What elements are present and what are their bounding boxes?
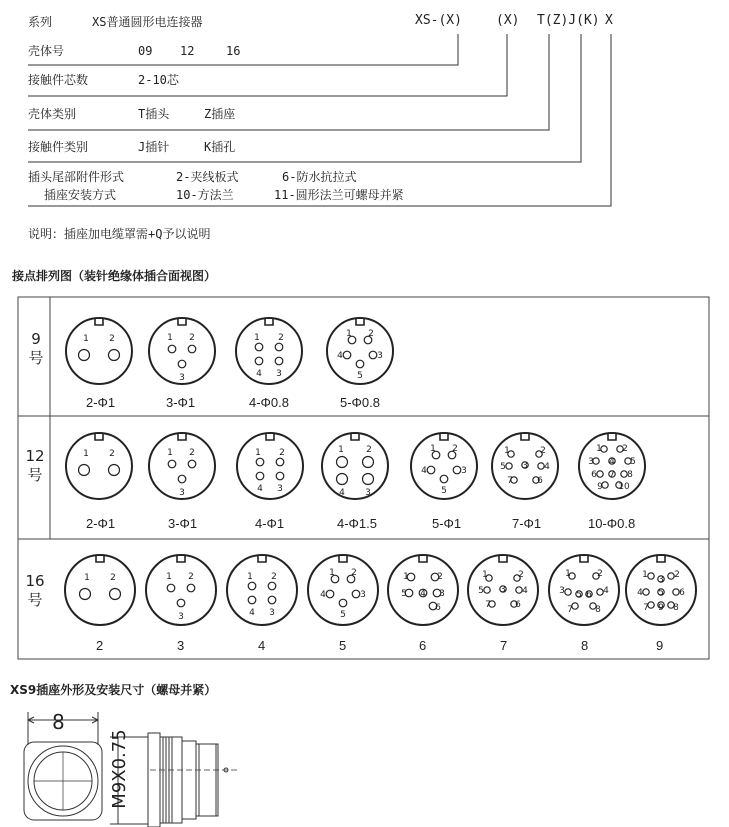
pin-number: 6 <box>537 476 543 486</box>
pin-number: 2 <box>368 329 374 339</box>
contact-pin <box>177 599 185 607</box>
keyway-notch <box>356 319 364 325</box>
keyway-notch <box>258 556 266 562</box>
code-label-shell: 壳体类别 <box>28 107 77 121</box>
caption-12-5: 5-Φ1 <box>432 516 462 531</box>
keyway-notch <box>96 556 104 562</box>
contact-pin <box>352 590 360 598</box>
pin-number: 4 <box>420 589 426 599</box>
pin-number: 3 <box>461 466 467 476</box>
connector-shell <box>322 433 388 499</box>
connector-face <box>237 433 303 499</box>
pin-number: 3 <box>658 575 664 585</box>
pin-number: 1 <box>430 444 436 454</box>
contact-pin <box>188 460 196 468</box>
contact-pin <box>188 345 196 353</box>
connector-shell <box>66 433 132 499</box>
model-part-series: XS-(X) <box>415 13 462 28</box>
pin-number: 4 <box>249 608 255 618</box>
contact-pin <box>109 465 120 476</box>
connector-face <box>227 555 297 625</box>
pin-number: 6 <box>435 603 441 613</box>
pin-number: 2 <box>189 448 195 458</box>
contact-pin <box>337 474 348 485</box>
keyway-notch <box>178 434 186 440</box>
keyway-notch <box>178 319 186 325</box>
pin-number: 1 <box>504 446 510 456</box>
contact-pin <box>109 350 120 361</box>
contact-pin <box>168 345 176 353</box>
dim-width-text: 8 <box>52 710 65 734</box>
connector-shell <box>236 318 302 384</box>
caption-16-4: 4 <box>258 638 266 653</box>
code-value-contact-j: J插针 <box>138 140 170 154</box>
pin-number: 3 <box>269 608 275 618</box>
code-value-mount-10: 10-方法兰 <box>176 188 234 202</box>
pin-number: 2 <box>452 444 458 454</box>
pin-number: 1 <box>167 448 173 458</box>
code-label-series: 系列 <box>28 15 53 29</box>
connector-face <box>549 555 619 625</box>
keyway-notch <box>265 319 273 325</box>
pin-number: 7 <box>507 476 513 486</box>
contact-pin <box>275 357 283 365</box>
pin-number: 2 <box>351 568 357 578</box>
model-part-size: (X) <box>496 13 520 28</box>
keyway-notch <box>339 556 347 562</box>
pin-number: 3 <box>360 590 366 600</box>
connector-face <box>308 555 378 625</box>
pin-number: 3 <box>365 488 371 498</box>
pin-number: 3 <box>500 585 506 595</box>
contact-pin <box>248 596 256 604</box>
keyway-notch <box>177 556 185 562</box>
caption-16-6: 6 <box>419 638 427 653</box>
pin-number: 1 <box>338 445 344 455</box>
pin-number: 5 <box>357 371 363 381</box>
caption-16-9: 9 <box>656 638 664 653</box>
pin-number: 5 <box>441 486 447 496</box>
connector-face <box>66 318 132 384</box>
code-label-size: 壳体号 <box>28 44 65 58</box>
caption-16-7: 7 <box>500 638 508 653</box>
drawing-title: XS9插座外形及安装尺寸（螺母并紧） <box>10 683 217 697</box>
contact-pin <box>256 458 264 466</box>
code-value-shell-t: T插头 <box>138 107 170 121</box>
connector-face <box>65 555 135 625</box>
contact-pin <box>168 460 176 468</box>
connector-shell <box>65 555 135 625</box>
contact-pin <box>343 351 351 359</box>
pin-section-title: 接点排列图（装针绝缘体插合面视图） <box>12 269 217 283</box>
pin-number: 8 <box>595 605 601 615</box>
connector-face <box>236 318 302 384</box>
row-label-9-text: 9号 <box>28 330 44 367</box>
keyway-notch <box>440 434 448 440</box>
keyway-notch <box>351 434 359 440</box>
pin-number: 5 <box>401 589 407 599</box>
pin-number: 5 <box>576 590 582 600</box>
code-value-size-09: 09 <box>138 44 153 58</box>
keyway-notch <box>580 556 588 562</box>
caption-12-4: 4-Φ1 <box>255 516 285 531</box>
code-label-contacts: 接触件芯数 <box>28 73 89 87</box>
caption-12-10: 10-Φ0.8 <box>588 516 636 531</box>
pin-number: 3 <box>559 586 565 596</box>
contact-pin <box>187 584 195 592</box>
row-label-16-text: 16号 <box>25 572 45 609</box>
contact-pin <box>178 360 186 368</box>
contact-pin <box>275 343 283 351</box>
code-label-mount: 插座安装方式 <box>44 188 117 202</box>
caption-9-3: 3-Φ1 <box>166 395 196 410</box>
caption-16-2: 2 <box>96 638 104 653</box>
pin-number: 1 <box>166 572 172 582</box>
keyway-notch <box>608 434 616 440</box>
pin-number: 1 <box>167 333 173 343</box>
connector-face <box>579 433 645 499</box>
connector-shell <box>237 433 303 499</box>
pin-number: 1 <box>247 572 253 582</box>
caption-16-3: 3 <box>177 638 185 653</box>
keyway-notch <box>95 434 103 440</box>
connector-face <box>322 433 388 499</box>
contact-pin <box>268 596 276 604</box>
pin-number: 6 <box>515 600 521 610</box>
connector-face <box>492 433 558 499</box>
connector-shell <box>227 555 297 625</box>
pin-number: 2 <box>271 572 277 582</box>
contact-pin <box>648 573 654 579</box>
pin-number: 1 <box>84 573 90 583</box>
pin-number: 2 <box>674 570 680 580</box>
pin-number: 7 <box>485 600 491 610</box>
pin-number: 4 <box>421 466 427 476</box>
pin-number: 1 <box>329 568 335 578</box>
pin-number: 5 <box>478 586 484 596</box>
contact-pin <box>597 471 603 477</box>
connector-face <box>149 318 215 384</box>
contact-pin <box>276 458 284 466</box>
contact-pin <box>276 472 284 480</box>
code-label-tail: 插头尾部附件形式 <box>28 170 125 184</box>
keyway-notch <box>419 556 427 562</box>
code-value-tail-6: 6-防水抗拉式 <box>282 170 357 184</box>
pin-number: 2 <box>622 444 628 454</box>
pin-number: 1 <box>596 444 602 454</box>
pin-number: 4 <box>603 586 609 596</box>
dim-thread-text: M9X0.75 <box>109 729 130 809</box>
pin-number: 2 <box>189 333 195 343</box>
keyway-notch <box>521 434 529 440</box>
pin-number: 4 <box>257 484 263 494</box>
contact-pin <box>255 357 263 365</box>
contact-pin <box>453 466 461 474</box>
pin-number: 2 <box>188 572 194 582</box>
pin-number: 5 <box>630 457 636 467</box>
pin-number: 5 <box>658 588 664 598</box>
contact-pin <box>248 582 256 590</box>
contact-pin <box>110 589 121 600</box>
pin-number: 6 <box>591 470 597 480</box>
pin-number: 4 <box>637 588 643 598</box>
pin-number: 3 <box>377 351 383 361</box>
pin-number: 3 <box>179 488 185 498</box>
contact-pin <box>506 463 512 469</box>
pin-number: 2 <box>110 573 116 583</box>
code-value-size-16: 16 <box>226 44 241 58</box>
contact-pin <box>427 466 435 474</box>
pin-number: 2 <box>109 334 115 344</box>
contact-pin <box>363 474 374 485</box>
pin-number: 3 <box>276 369 282 379</box>
pin-number: 2 <box>366 445 372 455</box>
code-value-tail-2: 2-夹线板式 <box>176 170 239 184</box>
caption-12-7: 7-Φ1 <box>512 516 542 531</box>
caption-12-3: 3-Φ1 <box>168 516 198 531</box>
contact-pin <box>167 584 175 592</box>
pin-number: 2 <box>518 570 524 580</box>
contact-pin <box>80 589 91 600</box>
connector-face <box>388 555 458 625</box>
pin-number: 6 <box>679 588 685 598</box>
pin-number: 4 <box>609 457 615 467</box>
pin-number: 2 <box>109 449 115 459</box>
connector-shell <box>66 318 132 384</box>
pin-number: 2 <box>279 448 285 458</box>
pin-number: 7 <box>609 470 615 480</box>
pin-number: 5 <box>340 610 346 620</box>
pin-number: 2 <box>597 569 603 579</box>
caption-16-5: 5 <box>339 638 347 653</box>
pin-number: 3 <box>277 484 283 494</box>
contact-pin <box>326 590 334 598</box>
pin-number: 9 <box>658 603 664 613</box>
caption-12-4b: 4-Φ1.5 <box>337 516 378 531</box>
caption-9-4: 4-Φ0.8 <box>249 395 290 410</box>
model-part-type: T(Z)J(K) <box>537 13 600 28</box>
pin-number: 1 <box>565 569 571 579</box>
contact-pin <box>363 457 374 468</box>
contact-pin <box>339 599 347 607</box>
pin-number: 9 <box>597 482 603 492</box>
pin-number: 8 <box>673 603 679 613</box>
connector-face <box>468 555 538 625</box>
pin-number: 3 <box>439 589 445 599</box>
connector-face <box>146 555 216 625</box>
contact-pin <box>356 360 364 368</box>
pin-number: 4 <box>256 369 262 379</box>
caption-9-5: 5-Φ0.8 <box>340 395 381 410</box>
connector-face <box>149 433 215 499</box>
pin-number: 10 <box>618 482 630 492</box>
pin-number: 6 <box>586 590 592 600</box>
pin-number: 7 <box>643 603 649 613</box>
contact-pin <box>369 351 377 359</box>
contact-pin <box>255 343 263 351</box>
pin-number: 4 <box>320 590 326 600</box>
pin-number: 1 <box>255 448 261 458</box>
code-label-contact-type: 接触件类别 <box>28 140 89 154</box>
code-value-shell-z: Z插座 <box>204 107 236 121</box>
pin-number: 4 <box>522 586 528 596</box>
pin-number: 3 <box>179 373 185 383</box>
contact-pin <box>256 472 264 480</box>
code-value-mount-11: 11-圆形法兰可螺母并紧 <box>274 188 404 202</box>
pin-number: 7 <box>567 605 573 615</box>
connector-face <box>626 555 696 625</box>
connector-face <box>327 318 393 384</box>
pin-number: 4 <box>337 351 343 361</box>
pin-number: 8 <box>627 470 633 480</box>
contact-pin <box>268 582 276 590</box>
pin-number: 4 <box>339 488 345 498</box>
pin-number: 3 <box>522 461 528 471</box>
contact-pin <box>178 475 186 483</box>
pin-number: 2 <box>278 333 284 343</box>
connector-face <box>66 433 132 499</box>
pin-number: 1 <box>83 449 89 459</box>
keyway-notch <box>266 434 274 440</box>
pin-number: 1 <box>254 333 260 343</box>
pin-number: 1 <box>83 334 89 344</box>
contact-pin <box>440 475 448 483</box>
caption-9-2: 2-Φ1 <box>86 395 116 410</box>
caption-12-2: 2-Φ1 <box>86 516 116 531</box>
contact-pin <box>337 457 348 468</box>
keyway-notch <box>657 556 665 562</box>
contact-pin <box>565 589 571 595</box>
keyway-notch <box>95 319 103 325</box>
pin-number: 1 <box>403 572 409 582</box>
pin-number: 5 <box>500 462 506 472</box>
row-label-12-text: 12号 <box>25 447 45 484</box>
code-value-contacts: 2-10芯 <box>138 73 179 87</box>
pin-number: 2 <box>437 572 443 582</box>
contact-pin <box>484 587 490 593</box>
connector-face <box>411 433 477 499</box>
pin-number: 3 <box>178 612 184 622</box>
caption-16-8: 8 <box>581 638 589 653</box>
code-note: 说明：插座加电缆罩需+Q予以说明 <box>28 227 211 241</box>
keyway-notch <box>499 556 507 562</box>
pin-number: 3 <box>588 457 594 467</box>
model-part-mount: X <box>605 13 613 28</box>
code-value-series: XS普通圆形电连接器 <box>92 15 203 29</box>
code-value-contact-k: K插孔 <box>204 140 236 154</box>
pin-number: 1 <box>346 329 352 339</box>
code-value-size-12: 12 <box>180 44 195 58</box>
contact-pin <box>643 589 649 595</box>
pin-number: 4 <box>544 462 550 472</box>
contact-pin <box>79 350 90 361</box>
pin-number: 1 <box>482 570 488 580</box>
contact-pin <box>79 465 90 476</box>
pin-number: 1 <box>642 570 648 580</box>
pin-number: 2 <box>540 446 546 456</box>
